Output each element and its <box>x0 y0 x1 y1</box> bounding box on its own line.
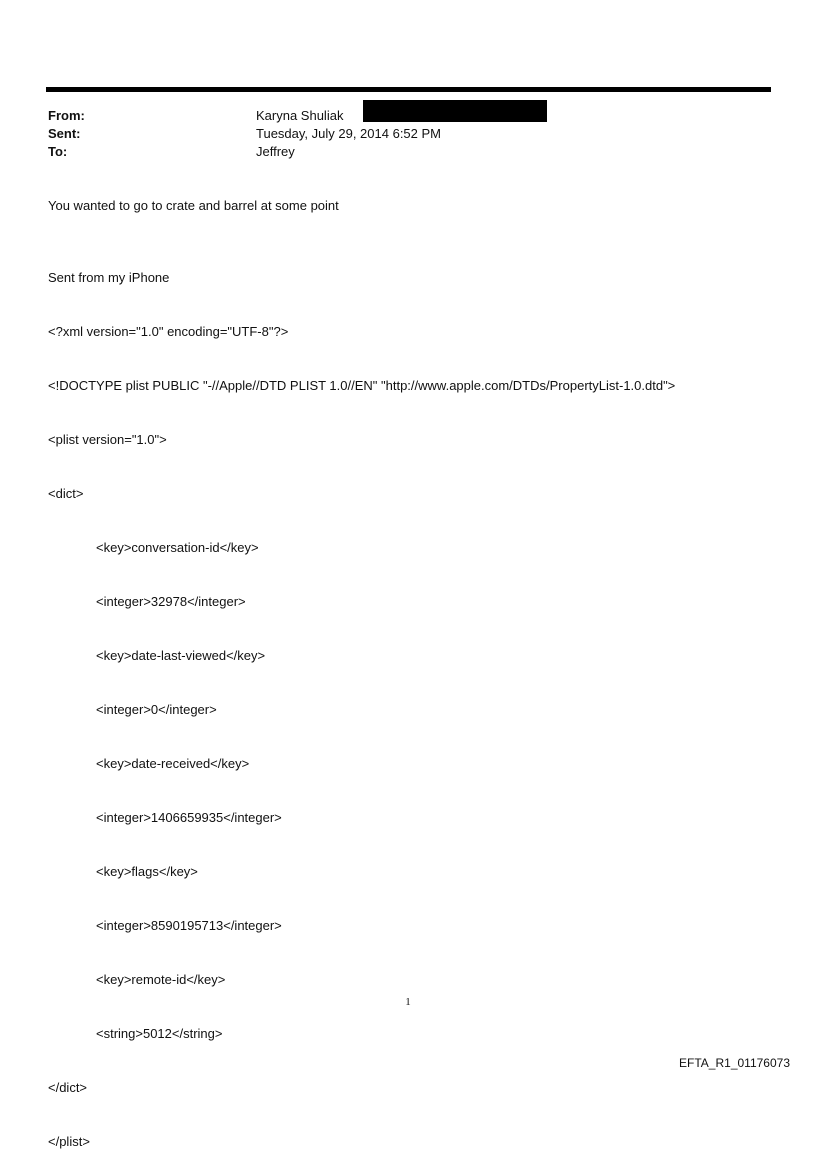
signature: Sent from my iPhone <box>48 270 170 285</box>
to-label: To: <box>48 144 68 159</box>
from-label: From: <box>48 108 85 123</box>
bates-number: EFTA_R1_01176073 <box>679 1056 790 1070</box>
email-body <box>48 233 675 1169</box>
xml-line: <key>date-received</key> <box>96 756 250 771</box>
xml-declaration: <?xml version="1.0" encoding="UTF-8"?> <box>48 324 289 339</box>
xml-line: <string>5012</string> <box>96 1026 223 1041</box>
message-text: You wanted to go to crate and barrel at some point <box>48 198 339 213</box>
from-value: Karyna Shuliak <box>256 108 344 123</box>
xml-line: <integer>8590195713</integer> <box>96 918 282 933</box>
page-number: 1 <box>405 996 411 1008</box>
plist-open: <plist version="1.0"> <box>48 432 167 447</box>
dict-open: <dict> <box>48 486 84 501</box>
redaction-box <box>363 100 547 122</box>
xml-line: <key>conversation-id</key> <box>96 540 259 555</box>
xml-line: <integer>1406659935</integer> <box>96 810 282 825</box>
sent-label: Sent: <box>48 126 81 141</box>
dict-close: </dict> <box>48 1080 88 1095</box>
xml-line: <integer>32978</integer> <box>96 594 246 609</box>
sent-value: Tuesday, July 29, 2014 6:52 PM <box>256 126 441 141</box>
plist-close: </plist> <box>48 1134 90 1149</box>
xml-line: <key>flags</key> <box>96 864 198 879</box>
xml-line: <integer>0</integer> <box>96 702 217 717</box>
doctype-line: <!DOCTYPE plist PUBLIC "-//Apple//DTD PLIST 1.0//EN" "http://www.apple.com/DTDs/PropertyList-1.0.dtd"> <box>48 378 676 393</box>
xml-line: <key>date-last-viewed</key> <box>96 648 266 663</box>
xml-line: <key>remote-id</key> <box>96 972 226 987</box>
to-value: Jeffrey <box>256 144 295 159</box>
header-rule <box>46 87 771 92</box>
